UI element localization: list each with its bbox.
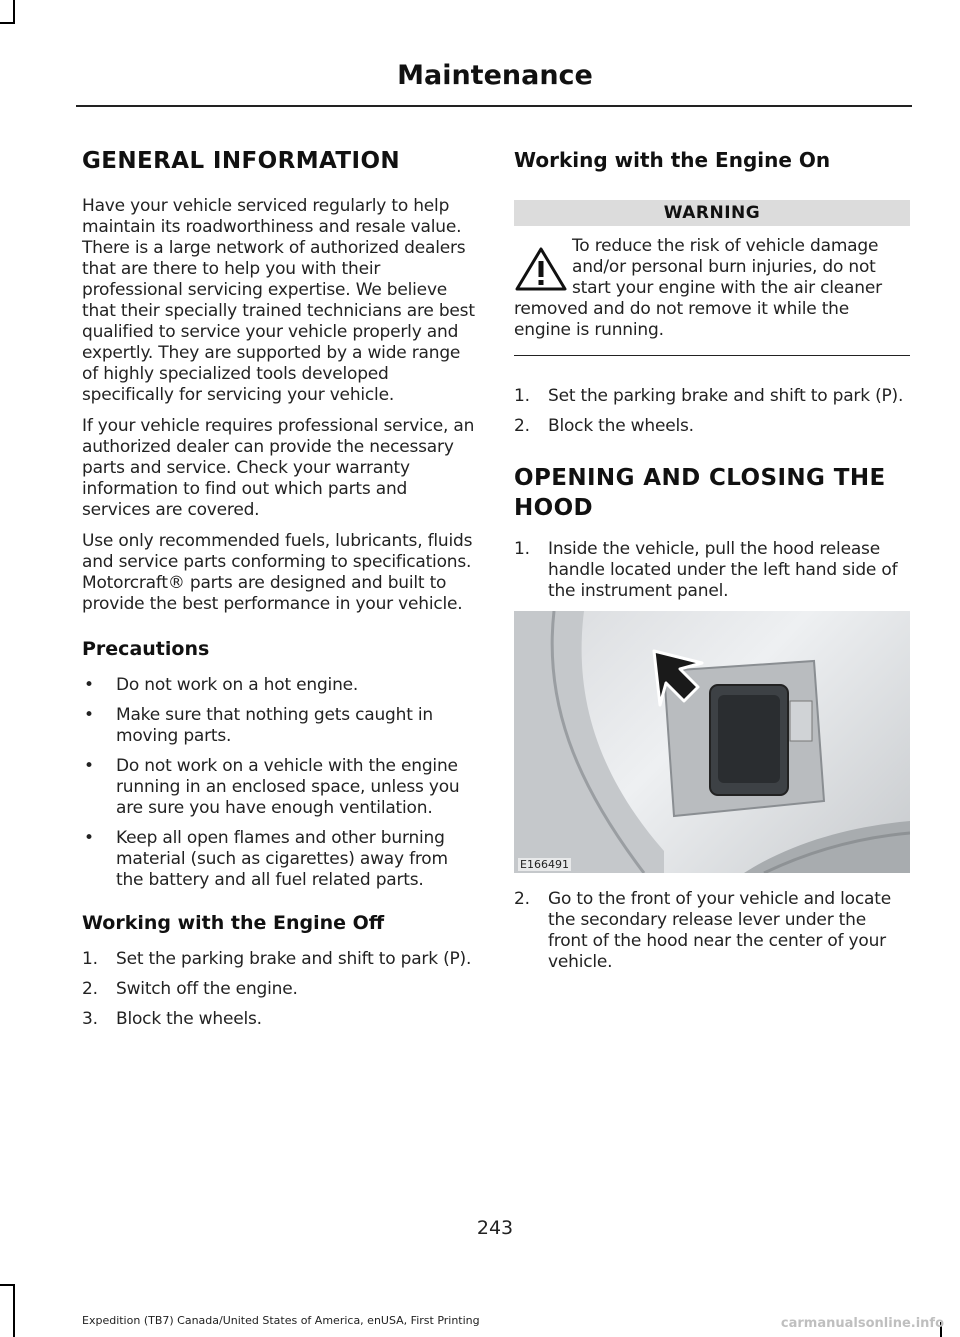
list-item — [82, 828, 478, 891]
crop-mark — [13, 0, 15, 24]
step-number: 2. — [514, 889, 530, 909]
paragraph: Use only recommended fuels, lubricants, fluids and service parts conforming to specifications. Motorcraft® parts are designed and built to provide the best performance in your vehicle. — [82, 531, 473, 614]
list-item-text: Keep all open flames and other burning material (such as cigarettes) away from the battery and all fuel related parts. — [116, 828, 448, 890]
precautions-list — [82, 675, 478, 891]
warning-box — [514, 236, 910, 356]
step-number: 1. — [514, 539, 530, 559]
bullet-mark: • — [84, 756, 94, 776]
list-item — [514, 539, 910, 602]
list-item — [514, 386, 910, 407]
subheading-engine-on: Working with the Engine On — [514, 148, 831, 172]
engine-off-steps — [82, 949, 478, 1030]
step-number: 1. — [514, 386, 530, 406]
hood-steps-continued — [514, 889, 910, 973]
page-title: Maintenance — [397, 60, 593, 91]
hood-release-illustration — [514, 611, 910, 873]
step-text: Switch off the engine. — [116, 979, 298, 999]
step-text: Inside the vehicle, pull the hood release handle located under the left hand side of the instrument panel. — [548, 539, 898, 601]
warning-divider — [514, 355, 910, 356]
step-text: Block the wheels. — [548, 416, 694, 436]
heading-line: OPENING AND CLOSING THE — [514, 465, 886, 491]
warning-banner: WARNING — [514, 200, 910, 226]
list-item-text: Do not work on a vehicle with the engine running in an enclosed space, unless you are sure you have enough ventilation. — [116, 756, 460, 818]
hood-release-figure — [514, 611, 910, 873]
step-text: Set the parking brake and shift to park (P). — [116, 949, 472, 969]
list-item-text: Make sure that nothing gets caught in moving parts. — [116, 705, 433, 746]
watermark: carmanualsonline.info — [780, 1316, 944, 1331]
list-item — [82, 1009, 478, 1030]
section-heading-hood — [514, 463, 910, 523]
heading-line: HOOD — [514, 495, 594, 521]
subheading-engine-off: Working with the Engine Off — [82, 912, 385, 934]
subheading-precautions: Precautions — [82, 638, 210, 660]
left-column — [82, 146, 478, 1039]
step-text: Block the wheels. — [116, 1009, 262, 1029]
warning-text: To reduce the risk of vehicle damage and/or personal burn injuries, do not start your engine with the air cleaner removed and do not remove it while the engine is running. — [514, 236, 882, 340]
step-number: 3. — [82, 1009, 98, 1029]
paragraph: If your vehicle requires professional service, an authorized dealer can provide the necessary parts and service. Check your warranty information to find out which parts and services are covered. — [82, 416, 475, 520]
bullet-mark: • — [84, 675, 94, 695]
step-text: Set the parking brake and shift to park (P). — [548, 386, 904, 406]
crop-mark — [0, 22, 15, 24]
bullet-mark: • — [84, 828, 94, 848]
warning-triangle-icon — [514, 246, 568, 292]
crop-mark — [0, 1284, 15, 1286]
list-item — [514, 416, 910, 437]
bullet-mark: • — [84, 705, 94, 725]
header-divider — [76, 105, 912, 107]
step-number: 2. — [514, 416, 530, 436]
list-item — [82, 705, 478, 747]
engine-on-steps — [514, 386, 910, 437]
crop-mark — [13, 1284, 15, 1337]
list-item — [514, 889, 910, 973]
step-number: 1. — [82, 949, 98, 969]
section-heading-general-information: GENERAL INFORMATION — [82, 148, 401, 174]
hood-steps — [514, 539, 910, 602]
figure-id: E166491 — [520, 858, 569, 871]
footer-edition: Expedition (TB7) Canada/United States of America, enUSA, First Printing — [82, 1314, 480, 1327]
list-item — [82, 756, 478, 819]
list-item — [82, 979, 478, 1000]
step-text: Go to the front of your vehicle and locate the secondary release lever under the front of the hood near the center of your vehicle. — [548, 889, 891, 972]
step-number: 2. — [82, 979, 98, 999]
list-item — [82, 949, 478, 970]
list-item-text: Do not work on a hot engine. — [116, 675, 359, 695]
list-item — [82, 675, 478, 696]
page-number: 243 — [476, 1217, 514, 1239]
paragraph: Have your vehicle serviced regularly to help maintain its roadworthiness and resale value. There is a large network of authorized dealers that are there to help you with their professional servicing expertise. We believe that their specially trained technicians are best qualified to service your vehicle properly and expertly. They are supported by a wide range of highly specialized tools developed specifically for servicing your vehicle. — [82, 196, 475, 405]
right-column — [514, 146, 910, 982]
